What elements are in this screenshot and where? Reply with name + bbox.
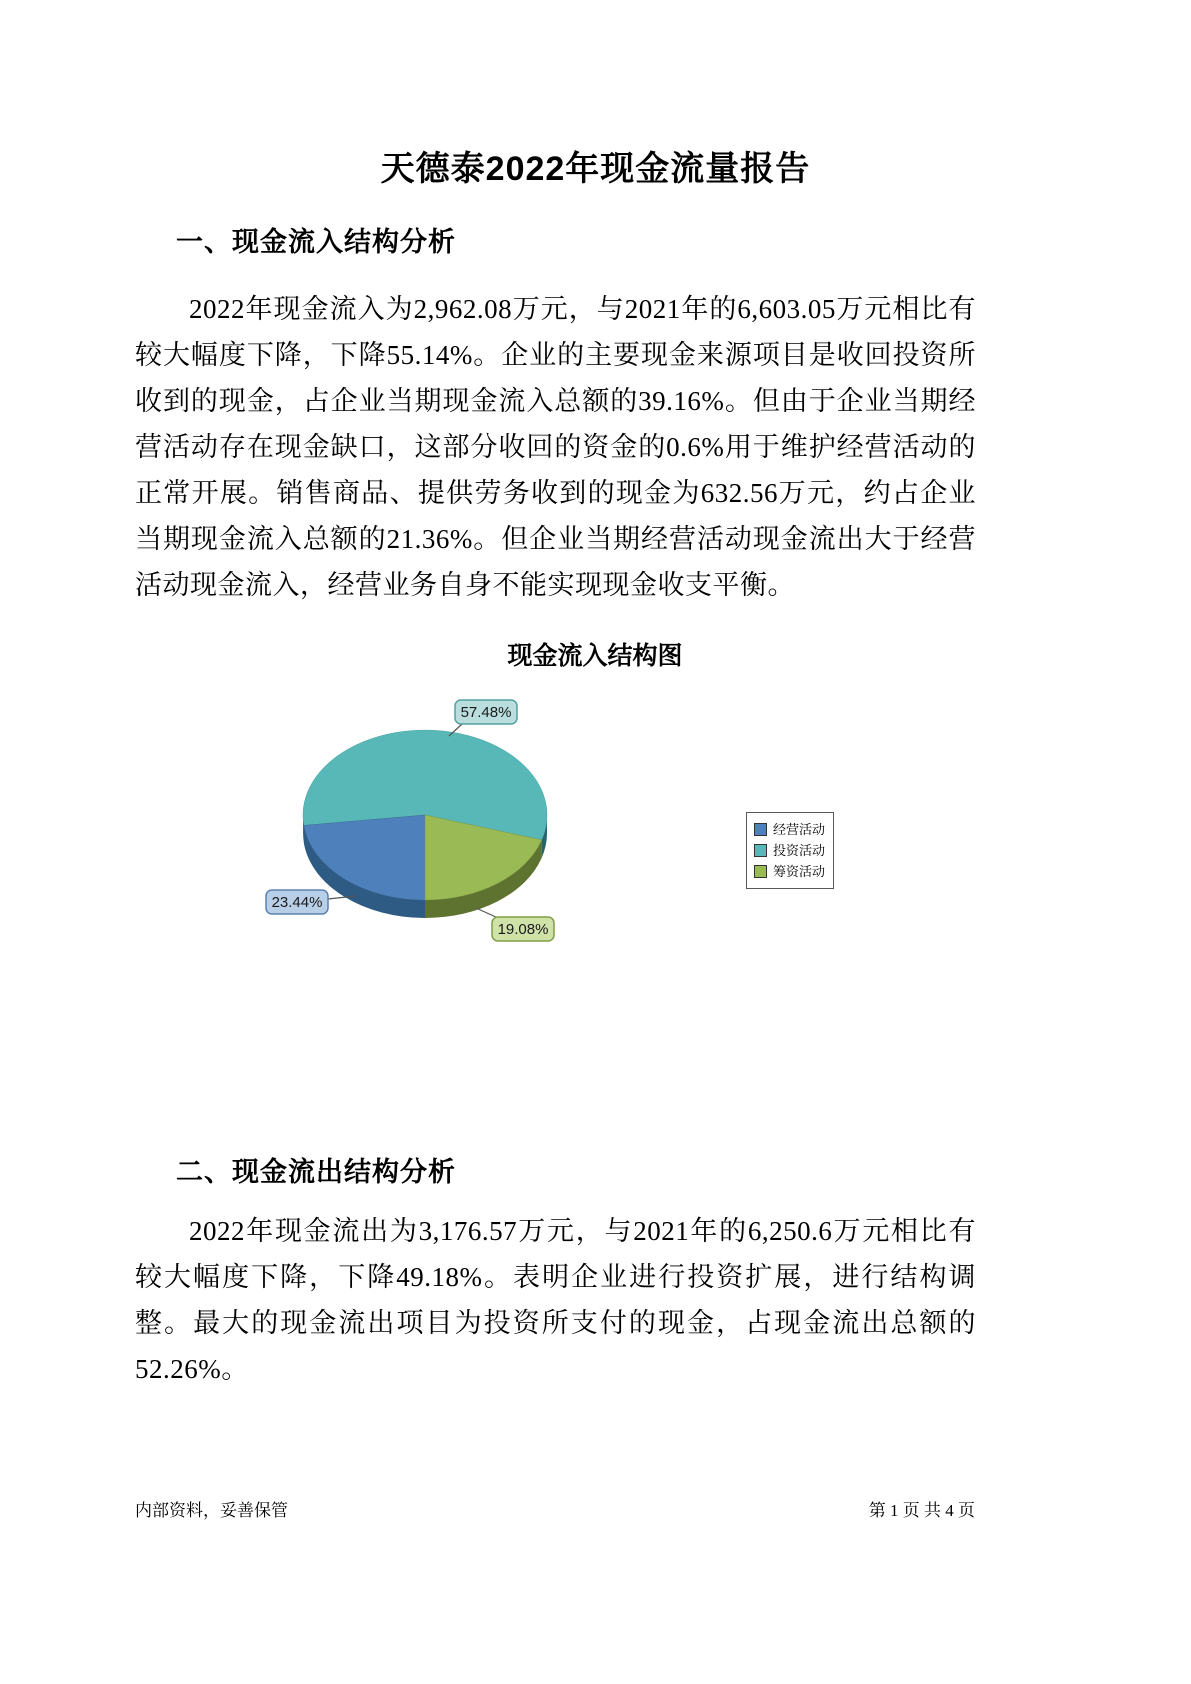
legend-swatch-operating-icon — [754, 823, 767, 836]
callout-investing — [455, 700, 517, 724]
page-title: 天德泰2022年现金流量报告 — [380, 150, 811, 188]
paragraph-cash-inflow: 2022年现金流入为2,962.08万元，与2021年的6,603.05万元相比有较大幅度下降，下降55.14%。企业的主要现金来源项目是收回投资所收到的现金，占企业当期现金流入总额的39.16%。但由于企业当期经营活动存在现金缺口，这部分收回的资金的0.6%用于维护经营活动的正常开展。销售商品、提供劳务收到的现金为632.56万元，约占企业当期现金流入总额的21.36%。但企业当期经营活动现金流出大于经营活动现金流入，经营业务自身不能实现现金收支平衡。 — [135, 294, 976, 600]
legend-swatch-investing-icon — [754, 844, 767, 857]
chart-legend — [746, 812, 834, 889]
legend-item-operating — [754, 823, 826, 836]
callout-financing — [492, 917, 554, 941]
legend-swatch-financing-icon — [754, 865, 767, 878]
legend-label-financing: 筹资活动 — [773, 864, 826, 879]
legend-label-operating: 经营活动 — [773, 822, 826, 837]
callout-financing-value: 19.08% — [497, 921, 549, 938]
footer-confidential-note: 内部资料，妥善保管 — [135, 1501, 288, 1520]
callout-operating — [266, 890, 328, 914]
pie-chart-canvas — [140, 595, 1050, 995]
callout-operating-value: 23.44% — [271, 894, 323, 911]
footer-page-number: 第 1 页 共 4 页 — [868, 1501, 975, 1520]
legend-label-investing: 投资活动 — [773, 843, 826, 858]
paragraph-cash-outflow: 2022年现金流出为3,176.57万元，与2021年的6,250.6万元相比有较大幅度下降，下降49.18%。表明企业进行投资扩展，进行结构调整。最大的现金流出项目为投资所支付的现金，占现金流出总额的52.26%。 — [135, 1216, 976, 1384]
section-heading-cash-outflow: 二、现金流出结构分析 — [176, 1157, 456, 1187]
legend-item-investing — [754, 844, 826, 857]
legend-item-financing — [754, 865, 826, 878]
callout-investing-value: 57.48% — [460, 704, 512, 721]
pie-slice-operating — [304, 815, 425, 900]
chart-title: 现金流入结构图 — [507, 642, 683, 670]
callout-leader-financing — [476, 908, 498, 918]
section-heading-cash-inflow: 一、现金流入结构分析 — [176, 227, 456, 257]
cash-inflow-chart — [140, 595, 1050, 995]
